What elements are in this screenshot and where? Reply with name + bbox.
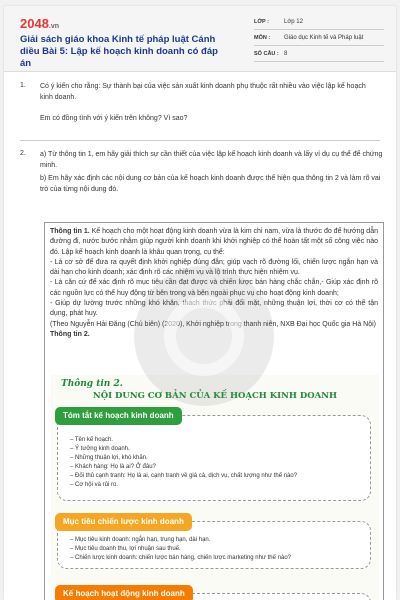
meta-row-class [254,14,384,30]
section-tag-goals: Mục tiêu chiến lược kinh doanh [55,513,192,531]
summary-item: – Tên kế hoạch. [70,437,113,443]
document-header [4,6,396,72]
meta-value: 8 [284,50,288,57]
question-number: 1. [20,82,26,89]
meta-table [254,14,384,62]
meta-value: Lớp 12 [284,18,303,25]
page-title: Giải sách giáo khoa Kinh tế pháp luật Cánh diều Bài 5: Lập kế hoạch kinh doanh có đáp án [20,34,218,69]
summary-item: – Những thuận lợi, khó khăn. [70,455,148,461]
info-2-poster [51,375,379,600]
summary-item: – Đối thủ cạnh tranh: Họ là ai, cạnh tranh về giá cả, dịch vụ, chất lượng như thế nào? [70,473,298,479]
meta-key: SỐ CÂU : [254,50,279,57]
info-1-p4: - Giúp dự lường trước những khó khăn, thách thức phải đối mặt, những thuận lợi, thời cơ có thể tận dụng, phát huy. [50,300,378,318]
info-1-p1: Kế hoạch cho một hoạt động kinh doanh vừa là kim chỉ nam, vừa là thước đo để hướng dẫn đường đi, nước bước nhằm giúp người kinh doanh khi khởi nghiệp có thể hoàn tất một số công việc nào đó. Lập kế hoạch kinh doanh là khâu quan trọng, cụ thể: [50,228,378,256]
meta-row-subject [254,30,384,46]
question-2a-text: a) Từ thông tin 1, em hãy giải thích sự cần thiết của việc lập kế hoạch kinh doanh và lấy ví dụ cụ thể để chứng minh. [40,151,383,169]
poster-subtitle: Thông tin 2. [61,379,123,389]
question-number: 2. [20,150,26,157]
poster-title: NỘI DUNG CƠ BẢN CỦA KẾ HOẠCH KINH DOANH [92,391,338,401]
logo-suffix: .vn [48,23,60,30]
logo-main: 2048 [20,16,49,31]
site-logo[interactable] [20,16,59,31]
watermark-logo [134,266,274,406]
question-1-follow: Em có đồng tình với ý kiến trên không? Vì sao? [40,115,188,122]
info-1-p3: - Là căn cứ để xác định rõ mục tiêu cần đạt được và chiến lược bán hàng chắc chắn,- Giúp xác định rõ các nguồn lực có thể huy động từ bên trong và bên ngoài phục vụ cho hoạt động kinh doanh; [50,279,378,297]
info-1-label: Thông tin 1. [50,228,90,235]
question-2b-text: b) Em hãy xác định các nội dung cơ bản của kế hoạch kinh doanh được thể hiện qua thông tin 2 và làm rõ vai trò của từng nội dung đó. [40,175,381,193]
question-1-text: Có ý kiến cho rằng: Sự thành bại của việc sản xuất kinh doanh phụ thuộc rất nhiều vào việc lập kế hoạch kinh doanh. [40,83,366,101]
document-page [4,6,396,600]
info-2-label: Thông tin 2. [50,330,90,338]
meta-key: MÔN : [254,34,271,41]
section-summary [57,415,371,501]
info-1-source: (Theo Nguyễn Hải Đăng (Chủ biên) (2020), Khởi nghiệp trong thanh niên, NXB Đại học Quốc gia Hà Nội) [50,320,376,328]
section-tag-summary: Tóm tắt kế hoạch kinh doanh [55,407,182,425]
summary-item: – Khách hàng: Họ là ai? Ở đâu? [70,464,156,470]
summary-item: – Cơ hội và rủi ro. [70,482,118,488]
goals-item: – Chiến lược kinh doanh: chiến lược bán hàng, chiến lược marketing như thế nào? [70,555,291,561]
meta-key: LỚP : [254,18,269,25]
info-1-p2: - Là cơ sở để đưa ra quyết định khởi nghiệp đúng đắn; giúp vạch rõ đường lối, chiến lược ngắn hạn và dài hạn cho kinh doanh; xác định rõ các nhiệm vụ và lộ trình thực hiện nhiệm vụ. [50,258,378,277]
summary-item: – Ý tưởng kinh doanh. [70,446,130,452]
watermark-ring [164,296,244,376]
goals-item: – Mục tiêu kinh doanh: ngắn hạn, trung hạn, dài hạn. [70,537,211,543]
goals-item: – Mục tiêu doanh thu, lợi nhuận sau thuế. [70,546,181,552]
section-tag-operations: Kế hoạch hoạt động kinh doanh [55,585,193,600]
divider [20,140,380,141]
meta-value: Giáo dục Kinh tế và Pháp luật [284,34,364,41]
meta-row-count [254,46,384,62]
